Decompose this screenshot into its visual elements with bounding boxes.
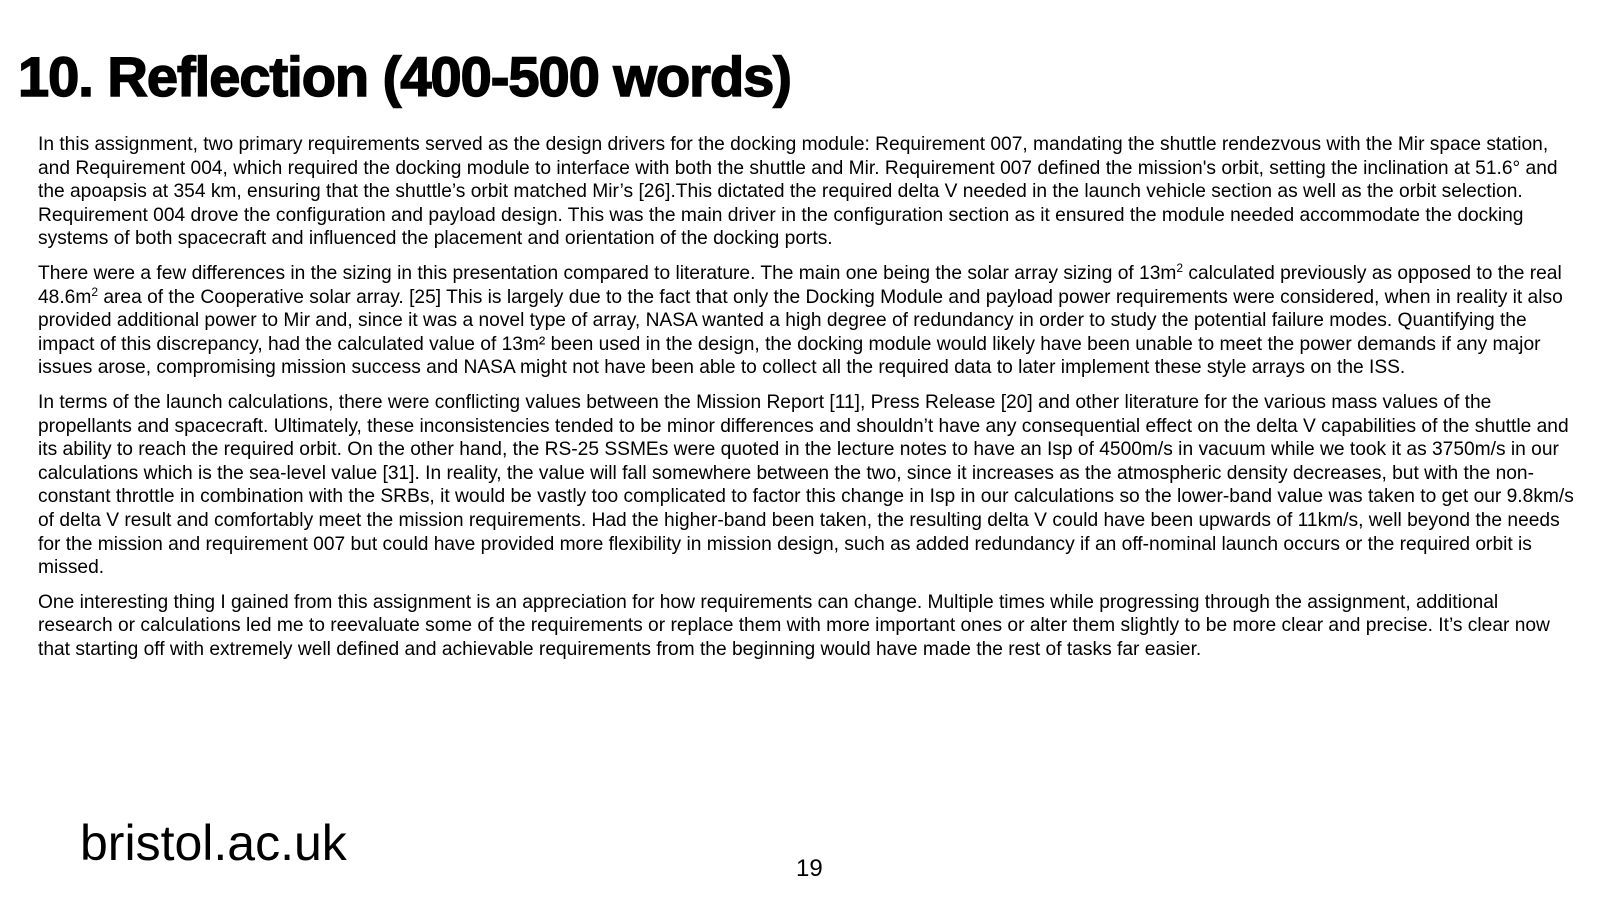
superscript-squared: 2: [91, 284, 99, 299]
paragraph-launch-calculations: [38, 391, 1576, 580]
slide-title: 10. Reflection (400-500 words): [18, 45, 791, 108]
paragraph-sizing-differences: [38, 262, 1576, 380]
superscript-squared: 2: [1176, 260, 1184, 275]
page-number: 19: [796, 855, 823, 882]
paragraph-text: There were a few differences in the sizing in this presentation compared to literature. The main one being the solar array sizing of 13m: [38, 262, 1177, 284]
paragraph-text: area of the Cooperative solar array. [25] This is largely due to the fact that only the Docking Module and payload power requirements were considered, when in reality it also provided additional power to Mir and, since it was a novel type of array, NASA wanted a high degree of redundancy in order to study the potential failure modes. Quantifying the impact of this discrepancy, had the calculated value of 13m² been used in the design, the docking module would likely have been unable to meet the power demands if any major issues arose, compromising mission success and NASA might not have been able to collect all the required data to later implement these style arrays on the ISS.: [38, 286, 1563, 379]
reflection-body: [38, 133, 1576, 672]
footer-brand: bristol.ac.uk: [80, 815, 347, 871]
paragraph-text: In this assignment, two primary requirements served as the design drivers for the docking module: Requirement 007, mandating the shuttle rendezvous with the Mir space station, and Requirement 004, which required the docking module to interface with both the shuttle and Mir. Requirement 007 defined the mission's orbit, setting the inclination at 51.6° and the apoapsis at 354 km, ensuring that the shuttle’s orbit matched Mir’s [26].This dictated the required delta V needed in the launch vehicle section as well as the orbit selection. Requirement 004 drove the configuration and payload design. This was the main driver in the configuration section as it ensured the module needed accommodate the docking systems of both spacecraft and influenced the placement and orientation of the docking ports.: [38, 134, 1558, 250]
paragraph-text: In terms of the launch calculations, there were conflicting values between the Mission Report [11], Press Release [20] and other literature for the various mass values of the propellants and spacecraft. Ultimately, these inconsistencies tended to be minor differences and shouldn’t have any consequential effect on the delta V capabilities of the shuttle and its ability to reach the required orbit. On the other hand, the RS-25 SSMEs were quoted in the lecture notes to have an Isp of 4500m/s in vacuum while we took it as 3750m/s in our calculations which is the sea-level value [31]. In reality, the value will fall somewhere between the two, since it increases as the atmospheric density decreases, but with the non-constant throttle in combination with the SRBs, it would be vastly too complicated to factor this change in Isp in our calculations so the lower-band value was taken to get our 9.8km/s of delta V result and comfortably meet the mission requirements. Had the higher-band been taken, the resulting delta V could have been upwards of 11km/s, well beyond the needs for the mission and requirement 007 but could have provided more flexibility in mission design, such as added redundancy if an off-nominal launch occurs or the required orbit is missed.: [38, 391, 1574, 579]
paragraph-text: calculated previously as opposed to the real 48.6m: [38, 262, 1562, 308]
paragraph-design-drivers: [38, 133, 1576, 251]
paragraph-text: One interesting thing I gained from this assignment is an appreciation for how requirements can change. Multiple times while progressing through the assignment, additional research or calculations led me to reevaluate some of the requirements or replace them with more important ones or alter them slightly to be more clear and precise. It’s clear now that starting off with extremely well defined and achievable requirements from the beginning would have made the rest of tasks far easier.: [38, 591, 1550, 660]
paragraph-lessons-learned: [38, 591, 1576, 662]
